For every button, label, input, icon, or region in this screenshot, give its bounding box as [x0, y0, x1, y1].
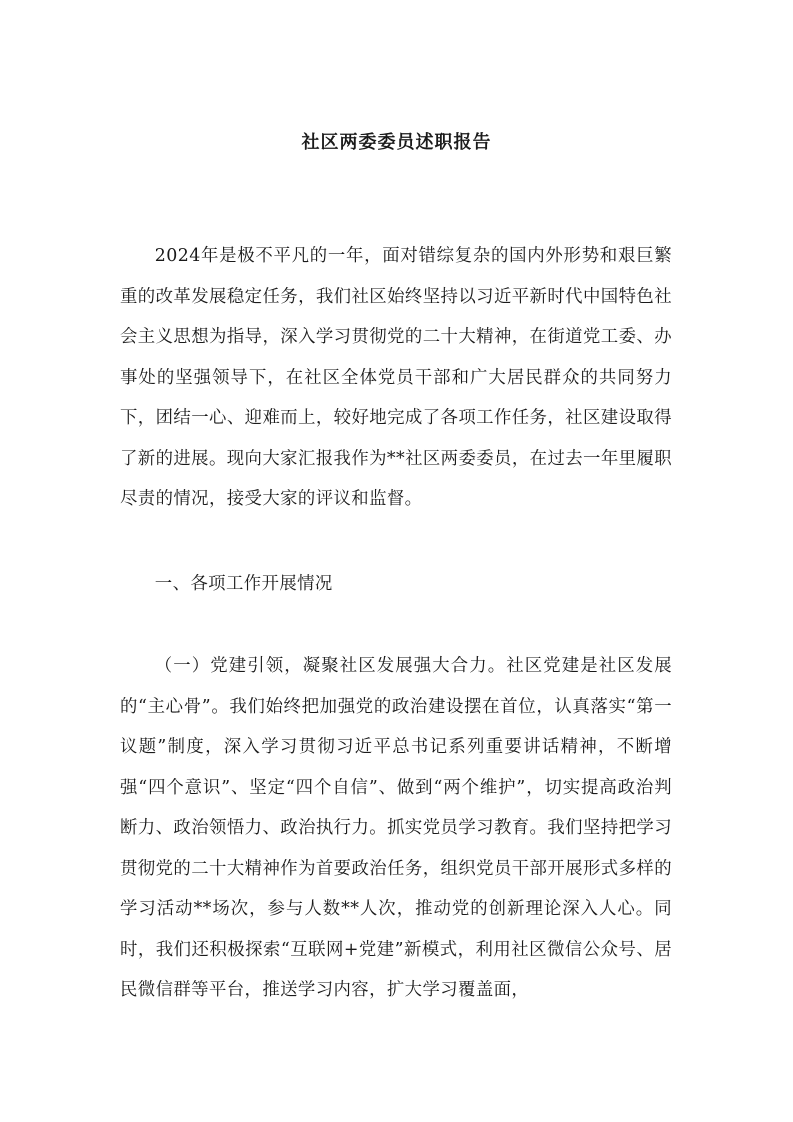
section-heading: 一、各项工作开展情况 [154, 574, 333, 594]
intro-paragraph: 2024年是极不平凡的一年，面对错综复杂的国内外形势和艰巨繁重的改革发展稳定任务，我们社区始终坚持以习近平新时代中国特色社会主义思想为指导，深入学习贯彻党的二十大精神，在街道党工委、办事处的坚强领导下，在社区全体党员干部和广大居民群众的共同努力下，团结一心、迎难而上，较好地完成了各项工作任务，社区建设取得了新的进展。现向大家汇报我作为**社区两委委员，在过去一年里履职尽责的情况，接受大家的评议和监督。 [120, 246, 672, 509]
document-title: 社区两委委员述职报告 [301, 132, 492, 153]
body-paragraph: （一）党建引领，凝聚社区发展强大合力。社区党建是社区发展的“主心骨”。我们始终把加强党的政治建设摆在首位，认真落实“第一议题”制度，深入学习贯彻习近平总书记系列重要讲话精神，不断增强“四个意识”、坚定“四个自信”、做到“两个维护”，切实提高政治判断力、政治领悟力、政治执行力。抓实党员学习教育。我们坚持把学习贯彻党的二十大精神作为首要政治任务，组织党员干部开展形式多样的学习活动**场次，参与人数**人次，推动党的创新理论深入人心。同时，我们还积极探索“互联网+党建”新模式，利用社区微信公众号、居民微信群等平台，推送学习内容，扩大学习覆盖面， [120, 656, 672, 1000]
